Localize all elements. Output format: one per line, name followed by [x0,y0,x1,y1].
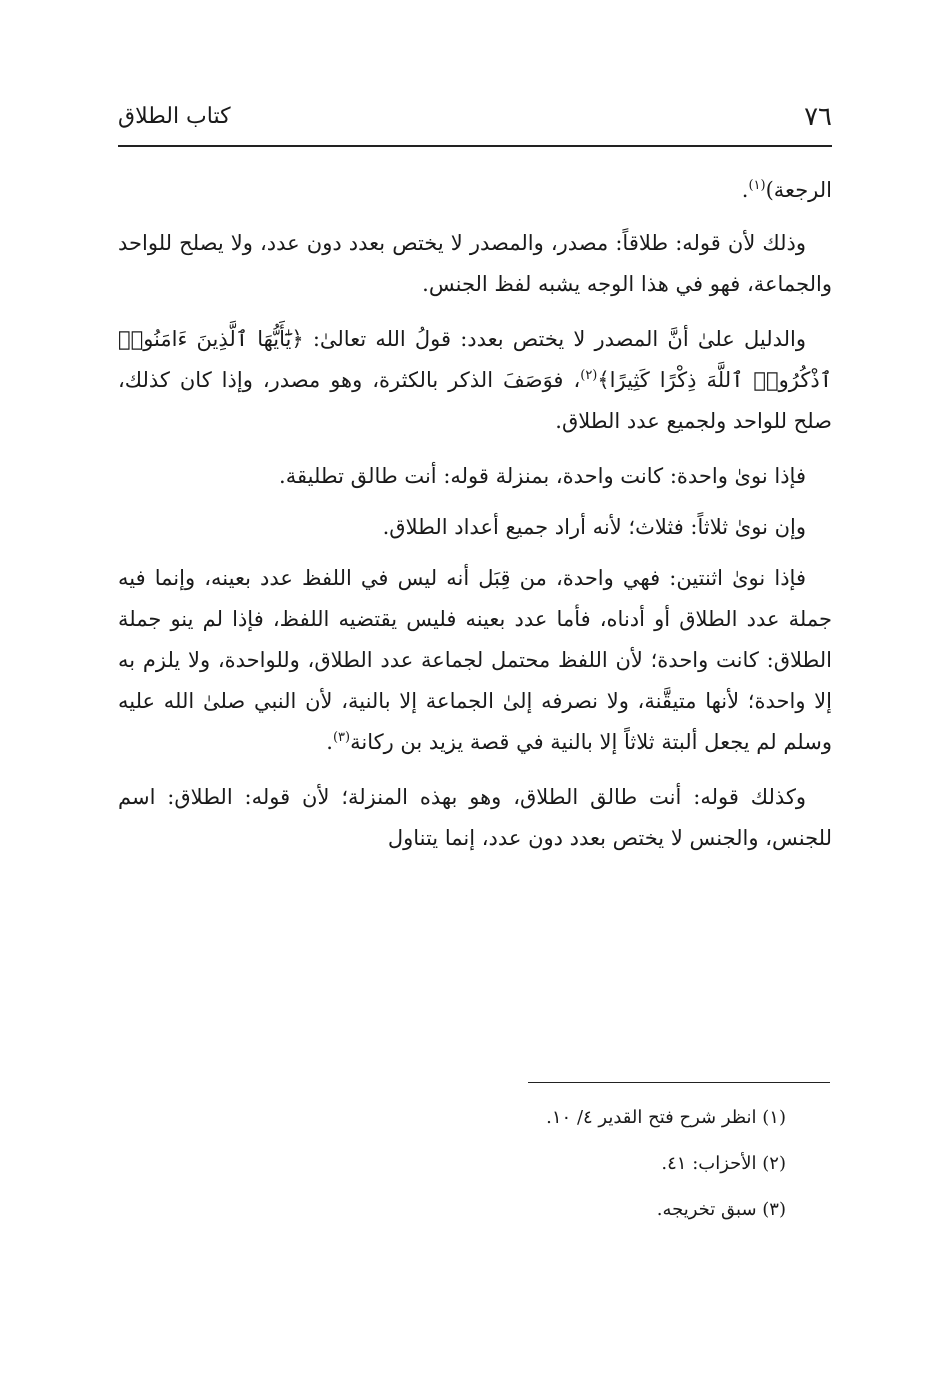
paragraph-2: وذلك لأن قوله: طلاقاً: مصدر، والمصدر لا يختص بعدد دون عدد، ولا يصلح للواحد والجماعة، فهو في هذا الوجه يشبه لفظ الجنس. [118,231,832,296]
header-rule [118,145,832,147]
paragraph-7: وكذلك قوله: أنت طالق الطلاق، وهو بهذه المنزلة؛ لأن قوله: الطلاق: اسم للجنس، والجنس لا يختص بعدد دون عدد، إنما يتناول [118,785,832,850]
footnote-ref-1: (١) [748,178,766,193]
paragraph-5: وإن نوىٰ ثلاثاً: فثلاث؛ لأنه أراد جميع أعداد الطلاق. [382,515,806,539]
paragraph-3: والدليل علىٰ أنَّ المصدر لا يختص بعدد: قولُ الله تعالىٰ: ﴿يَٰٓأَيُّهَا ٱلَّذِينَ ءَامَنُوا۟ ٱذْكُرُوا۟ ٱللَّهَ ذِكْرًا كَثِيرًا﴾$^{(٢)}$، فوَصَفَ الذكر بالكثرة، وهو مصدر، وإذا كان كذلك، صلح للواحد ولجميع عدد الطلاق. [118,327,832,433]
page-number: ٧٦ [804,102,832,132]
paragraph-6: فإذا نوىٰ اثنتين: فهي واحدة، من قِبَل أنه ليس في اللفظ عدد بعينه، وإنما فيه جملة عدد الطلاق أو أدناه، فأما عدد بعينه فليس يقتضيه اللفظ، فإذا لم ينو جملة الطلاق: كانت واحدة؛ لأن اللفظ محتمل لجماعة عدد الطلاق، وللواحدة، ولا يلزم به إلا واحدة؛ لأنها متيقَّنة، ولا نصرفه إلىٰ الجماعة إلا بالنية، لأن النبي صلىٰ الله عليه وسلم لم يجعل ألبتة ثلاثاً إلا بالنية في قصة يزيد بن ركانة$^{(٣)}$. [118,566,832,754]
footnote-ref-3: (٣) [332,730,351,745]
paragraph-4: فإذا نوىٰ واحدة: كانت واحدة، بمنزلة قوله: أنت طالق تطليقة. [279,464,806,488]
running-header [118,98,832,142]
footnote-3: (٣) سبق تخريجه. [656,1199,786,1220]
footnotes [118,1095,832,1233]
book-title: كتاب الطلاق [118,104,231,129]
body-text [118,160,832,873]
footnote-1: (١) انظر شرح فتح القدير ٤/ ١٠. [546,1107,786,1128]
footnote-rule [528,1082,830,1083]
footnote-ref-2: (٢) [580,368,598,383]
quran-verse: ﴿يَٰٓأَيُّهَا ٱلَّذِينَ ءَامَنُوا۟ ٱذْكُرُوا۟ ٱللَّهَ ذِكْرًا كَثِيرًا﴾ [118,327,832,392]
footnote-2: (٢) الأحزاب: ٤١. [661,1153,786,1174]
paragraph-1: الرجعة)$^{(١)}$. [741,178,832,202]
